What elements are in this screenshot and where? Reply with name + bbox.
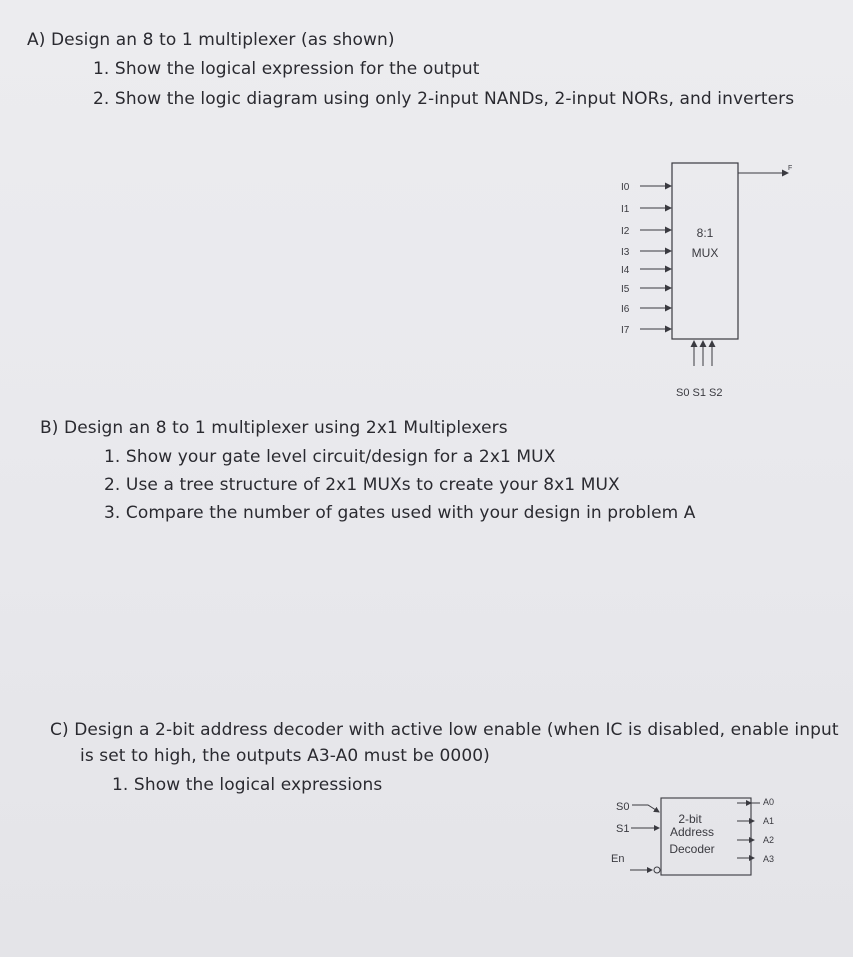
mux-input-label: I3 xyxy=(621,247,630,258)
mux-output-label: F xyxy=(788,165,793,172)
decoder-input-label: S0 xyxy=(616,801,630,813)
decoder-label-1: 2-bit xyxy=(678,812,702,826)
decoder-output-label: A2 xyxy=(763,835,775,845)
problem-c-heading-line-2: is set to high, the outputs A3-A0 must be 0000) xyxy=(80,746,490,766)
decoder-label-2: Address xyxy=(669,825,715,839)
problem-b-item-2: 2. Use a tree structure of 2x1 MUXs to create your 8x1 MUX xyxy=(104,475,620,495)
mux-input-label: I5 xyxy=(621,284,630,295)
decoder-enable-bubble xyxy=(654,867,660,873)
decoder-enable-label: En xyxy=(611,853,625,865)
decoder-output-label: A1 xyxy=(763,816,775,826)
problem-c-item-1: 1. Show the logical expressions xyxy=(112,775,383,795)
mux-label-1: 8:1 xyxy=(696,226,714,240)
mux-input-label: I2 xyxy=(621,226,630,237)
mux-label-2: MUX xyxy=(691,246,719,260)
problem-b-item-3: 3. Compare the number of gates used with your design in problem A xyxy=(104,503,696,523)
problem-a-item-2: 2. Show the logic diagram using only 2-input NANDs, 2-input NORs, and inverters xyxy=(93,89,795,109)
mux-input-label: I7 xyxy=(621,325,630,336)
mux-input-label: I4 xyxy=(621,265,630,276)
problem-b-heading: B) Design an 8 to 1 multiplexer using 2x1 Multiplexers xyxy=(40,418,508,438)
problem-b-item-1: 1. Show your gate level circuit/design for a 2x1 MUX xyxy=(104,447,556,467)
decoder-input-wire xyxy=(632,805,659,812)
mux-input-label: I0 xyxy=(621,182,630,193)
decoder-output-label: A0 xyxy=(763,797,775,807)
decoder-input-label: S1 xyxy=(616,823,630,835)
mux-select-labels: S0 S1 S2 xyxy=(676,387,723,399)
decoder-label-3: Decoder xyxy=(669,842,715,856)
problem-a-heading: A) Design an 8 to 1 multiplexer (as shown) xyxy=(27,30,395,50)
decoder-output-label: A3 xyxy=(763,854,775,864)
mux-input-label: I6 xyxy=(621,304,630,315)
mux-input-label: I1 xyxy=(621,204,630,215)
problem-a-item-1: 1. Show the logical expression for the output xyxy=(93,59,480,79)
problem-c-heading-line-1: C) Design a 2-bit address decoder with active low enable (when IC is disabled, enable input xyxy=(50,720,839,740)
